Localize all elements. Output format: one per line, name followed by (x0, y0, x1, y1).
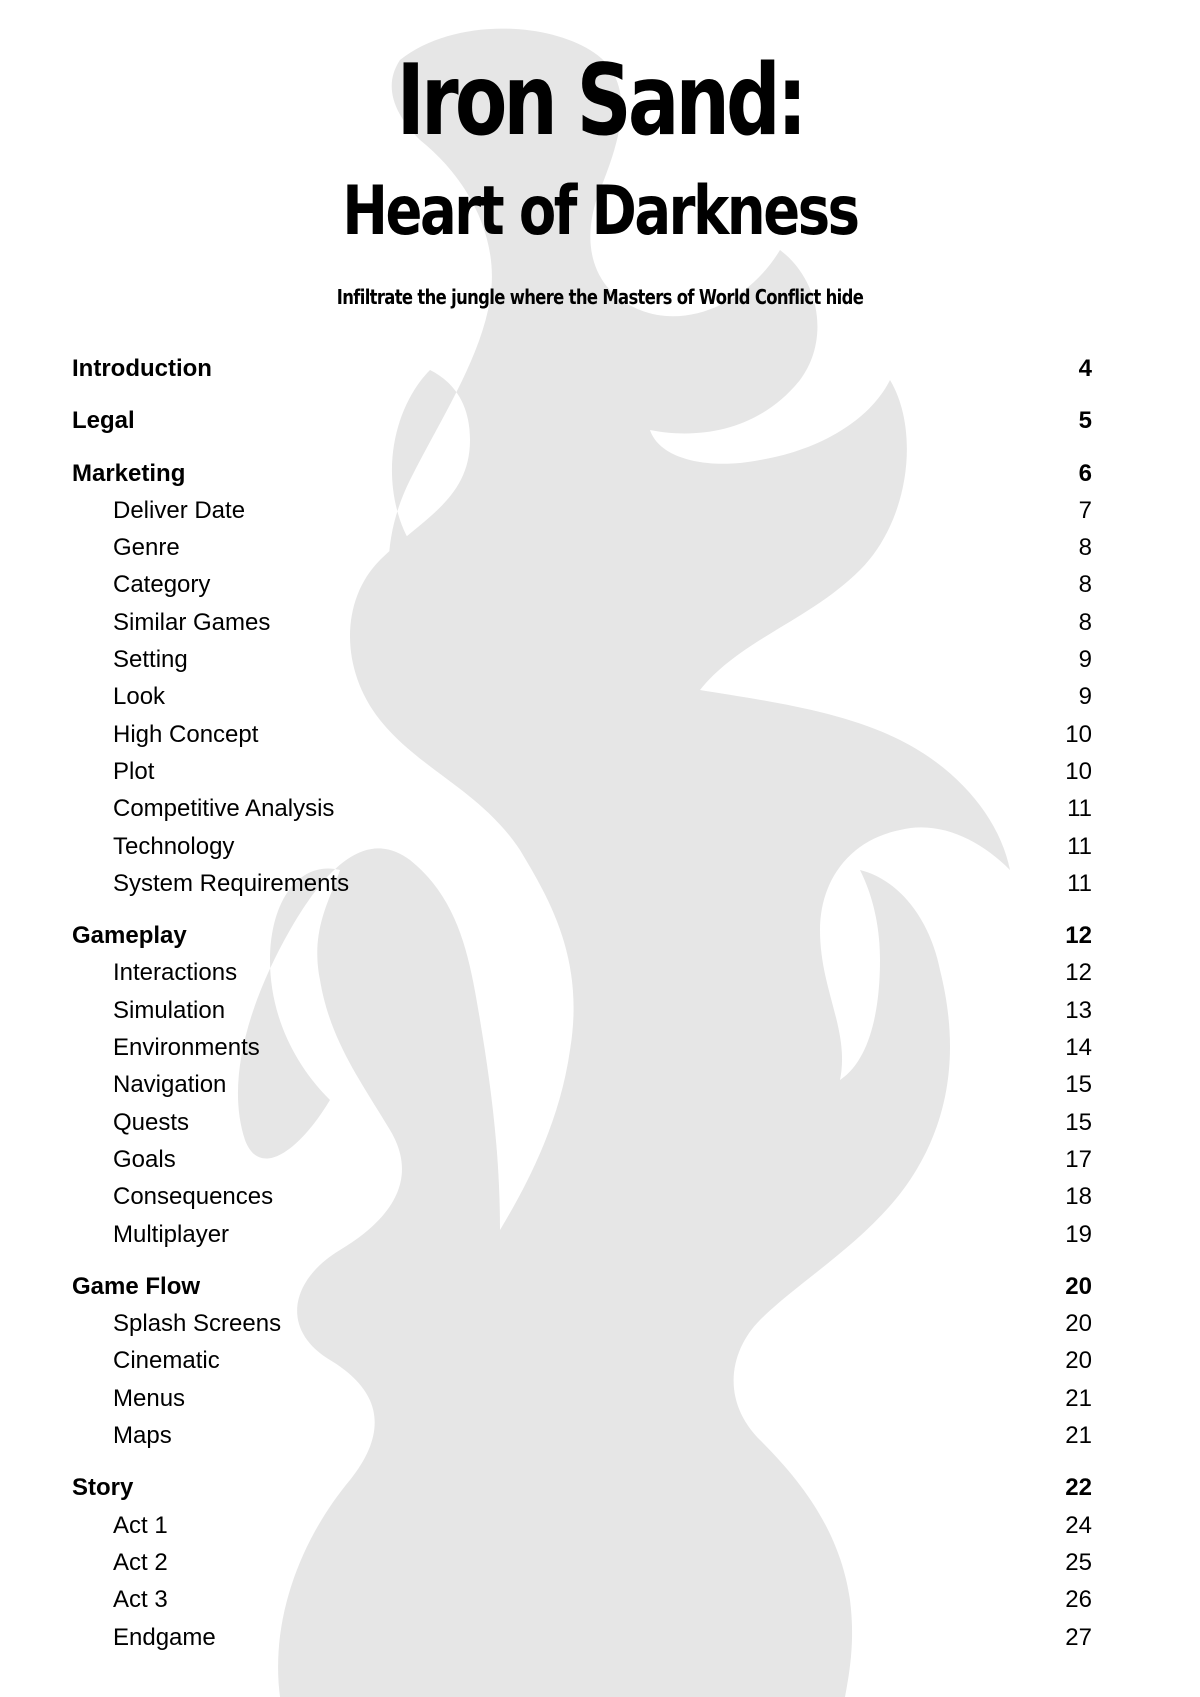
toc-page-number: 19 (1065, 1220, 1092, 1248)
toc-page-number: 9 (1078, 683, 1092, 711)
toc-entry-label: Act 3 (113, 1586, 168, 1614)
toc-page-number: 6 (1078, 459, 1092, 487)
toc-section-row[interactable] (72, 1268, 1092, 1305)
toc-entry-label: Similar Games (113, 608, 271, 636)
toc-page-number: 4 (1078, 355, 1092, 382)
toc-section-row[interactable] (72, 917, 1092, 954)
toc-subsection-row[interactable] (72, 1305, 1092, 1342)
toc-page-number: 20 (1065, 1347, 1092, 1375)
toc-subsection-row[interactable] (72, 1104, 1092, 1141)
toc-subsection-row[interactable] (72, 954, 1092, 991)
toc-page-number: 8 (1078, 608, 1092, 636)
toc-page-number: 10 (1065, 757, 1092, 785)
toc-subsection-row[interactable] (72, 604, 1092, 641)
toc-entry-label: Story (72, 1474, 134, 1502)
document-tagline: Infiltrate the jungle where the Masters of World Conflict hide (336, 285, 864, 309)
toc-page-number: 18 (1065, 1183, 1092, 1211)
toc-entry-label: Setting (113, 646, 188, 674)
toc-subsection-row[interactable] (72, 992, 1092, 1029)
toc-subsection-row[interactable] (72, 1380, 1092, 1417)
toc-subsection-row[interactable] (72, 1342, 1092, 1379)
toc-entry-label: Multiplayer (113, 1220, 230, 1248)
toc-page-number: 11 (1067, 795, 1092, 823)
toc-page-number: 24 (1065, 1511, 1092, 1539)
toc-page-number: 20 (1065, 1272, 1092, 1300)
toc-subsection-row[interactable] (72, 1581, 1092, 1618)
toc-entry-label: Consequences (113, 1183, 274, 1211)
toc-page-number: 15 (1065, 1071, 1092, 1099)
toc-entry-label: Goals (113, 1145, 176, 1173)
toc-page-number: 11 (1067, 832, 1092, 860)
toc-page-number: 13 (1065, 996, 1092, 1024)
toc-entry-label: System Requirements (113, 869, 350, 897)
table-of-contents (72, 350, 1092, 1656)
toc-entry-label: Maps (113, 1422, 172, 1450)
toc-entry-label: Competitive Analysis (113, 795, 335, 823)
toc-subsection-row[interactable] (72, 790, 1092, 827)
toc-page-number: 25 (1065, 1548, 1092, 1576)
toc-subsection-row[interactable] (72, 1066, 1092, 1103)
toc-entry-label: Menus (113, 1384, 186, 1412)
toc-page-number: 27 (1065, 1623, 1092, 1651)
toc-page-number: 17 (1065, 1145, 1092, 1173)
toc-entry-label: High Concept (113, 720, 259, 748)
toc-page-number: 22 (1065, 1474, 1092, 1502)
toc-subsection-row[interactable] (72, 753, 1092, 790)
toc-entry-label: Gameplay (72, 922, 187, 950)
toc-subsection-row[interactable] (72, 641, 1092, 678)
toc-entry-label: Category (113, 571, 211, 599)
toc-subsection-row[interactable] (72, 865, 1092, 902)
toc-entry-label: Quests (113, 1108, 190, 1136)
toc-entry-label: Genre (113, 534, 180, 562)
toc-entry-label: Endgame (113, 1623, 216, 1651)
toc-entry-label: Legal (72, 407, 135, 435)
toc-page-number: 8 (1078, 534, 1092, 562)
toc-entry-label: Game Flow (72, 1272, 201, 1300)
toc-page-number: 21 (1065, 1384, 1092, 1412)
toc-entry-label: Act 2 (113, 1548, 168, 1576)
document-title: Iron Sand: (396, 44, 804, 158)
toc-subsection-row[interactable] (72, 1216, 1092, 1253)
toc-entry-label: Splash Screens (113, 1310, 282, 1338)
toc-entry-label: Marketing (72, 459, 186, 487)
toc-page-number: 14 (1065, 1034, 1092, 1062)
toc-page-number: 10 (1065, 720, 1092, 748)
toc-subsection-row[interactable] (72, 1178, 1092, 1215)
toc-subsection-row[interactable] (72, 529, 1092, 566)
toc-subsection-row[interactable] (72, 1141, 1092, 1178)
toc-section-row[interactable] (72, 455, 1092, 492)
document-subtitle: Heart of Darkness (342, 172, 858, 251)
toc-page-number: 21 (1065, 1422, 1092, 1450)
toc-subsection-row[interactable] (72, 828, 1092, 865)
toc-entry-label: Technology (113, 832, 235, 860)
toc-subsection-row[interactable] (72, 1619, 1092, 1656)
toc-subsection-row[interactable] (72, 1029, 1092, 1066)
toc-subsection-row[interactable] (72, 492, 1092, 529)
toc-subsection-row[interactable] (72, 716, 1092, 753)
toc-subsection-row[interactable] (72, 566, 1092, 603)
toc-entry-label: Navigation (113, 1071, 227, 1099)
toc-page-number: 26 (1065, 1586, 1092, 1614)
toc-entry-label: Cinematic (113, 1347, 220, 1375)
toc-entry-label: Plot (113, 757, 155, 785)
toc-page-number: 11 (1067, 869, 1092, 897)
toc-subsection-row[interactable] (72, 1507, 1092, 1544)
toc-entry-label: Act 1 (113, 1511, 168, 1539)
toc-page-number: 12 (1065, 959, 1092, 987)
toc-page-number: 20 (1065, 1310, 1092, 1338)
toc-page-number: 5 (1078, 407, 1092, 435)
toc-entry-label: Environments (113, 1034, 260, 1062)
toc-page-number: 9 (1078, 646, 1092, 674)
toc-entry-label: Look (113, 683, 166, 711)
toc-page-number: 8 (1078, 571, 1092, 599)
toc-section-row[interactable] (72, 402, 1092, 439)
toc-entry-label: Simulation (113, 996, 226, 1024)
toc-page-number: 7 (1078, 496, 1092, 524)
toc-section-row[interactable] (72, 350, 1092, 387)
toc-entry-label: Interactions (113, 959, 238, 987)
toc-subsection-row[interactable] (72, 678, 1092, 715)
toc-page-number: 12 (1065, 922, 1092, 950)
toc-subsection-row[interactable] (72, 1417, 1092, 1454)
toc-entry-label: Introduction (72, 355, 212, 382)
toc-subsection-row[interactable] (72, 1544, 1092, 1581)
toc-page-number: 15 (1065, 1108, 1092, 1136)
toc-entry-label: Deliver Date (113, 496, 246, 524)
toc-section-row[interactable] (72, 1469, 1092, 1506)
